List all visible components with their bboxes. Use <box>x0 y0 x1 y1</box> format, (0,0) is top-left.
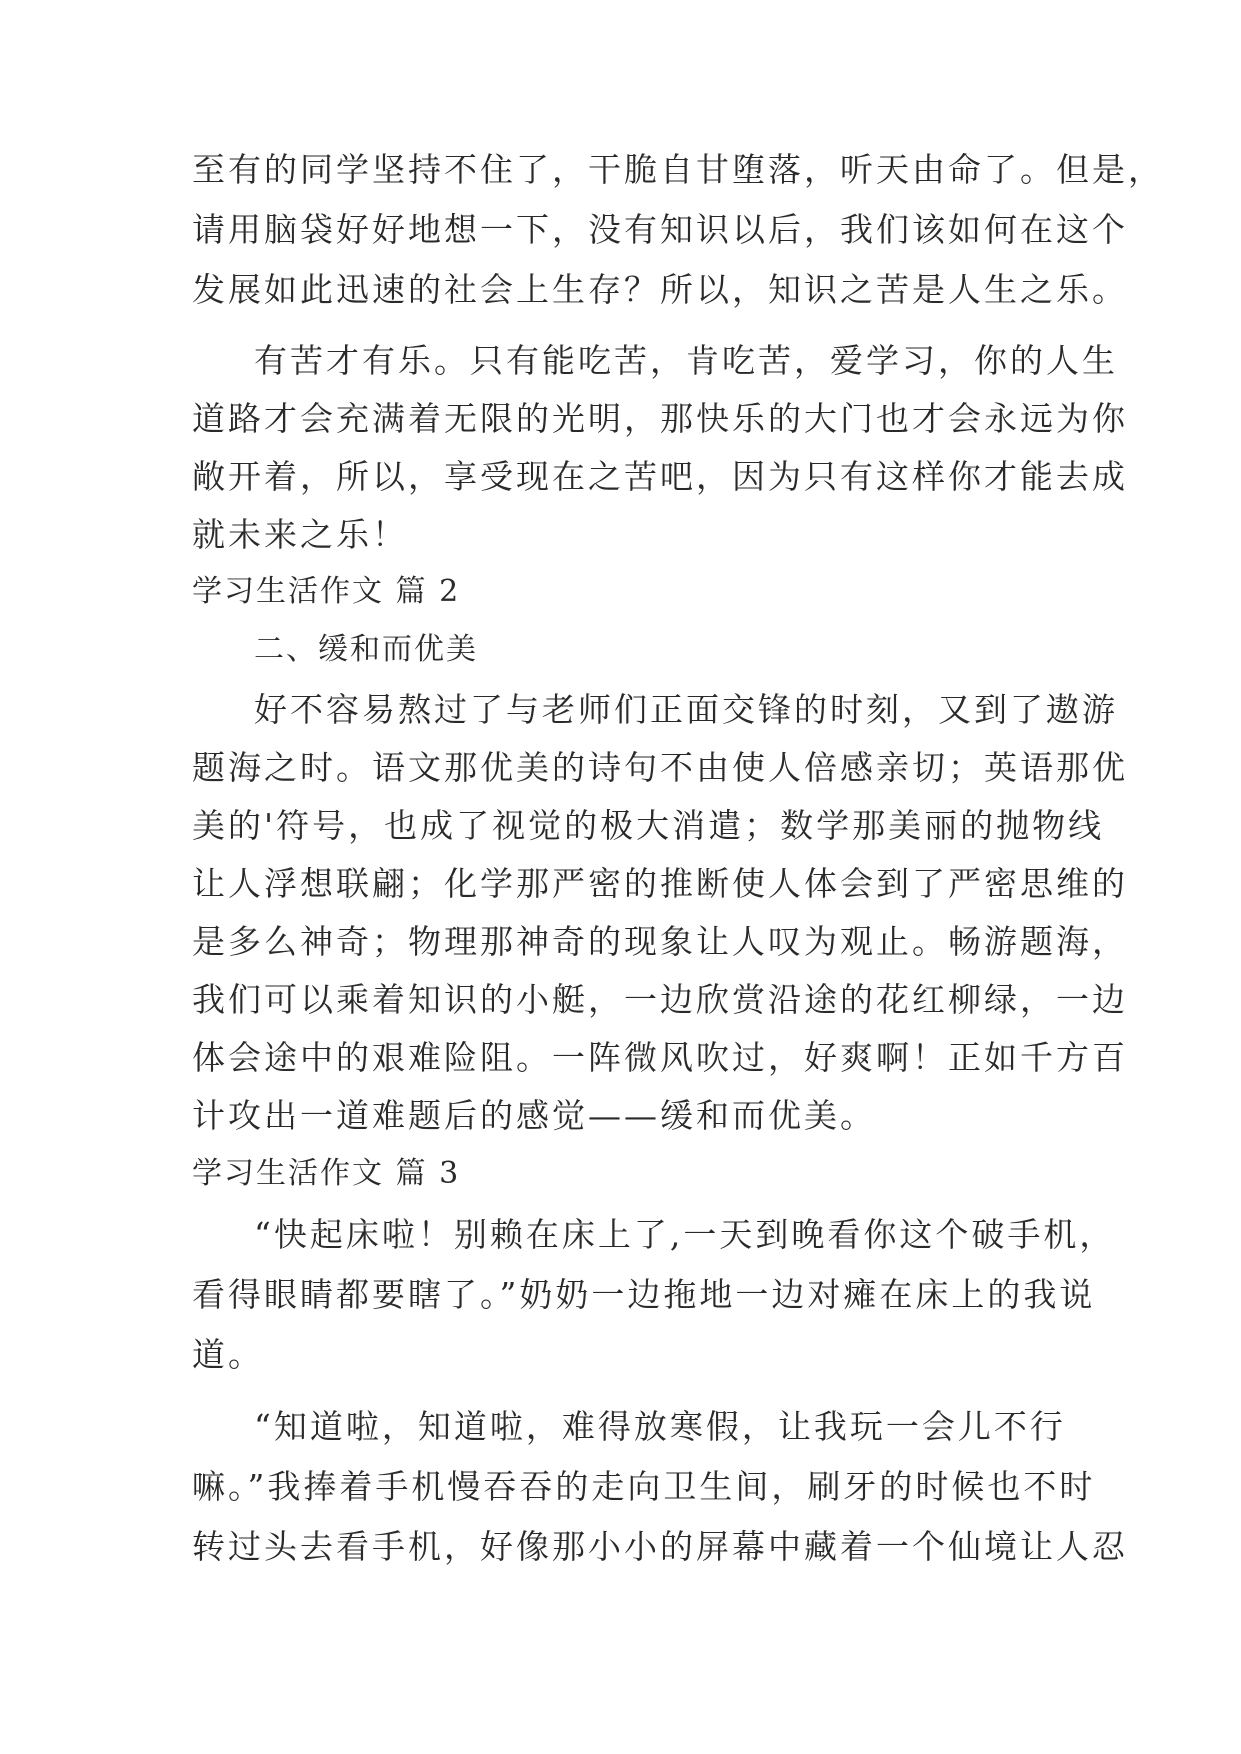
paragraph-1-line-2: 请用脑袋好好地想一下，没有知识以后，我们该如何在这个 <box>192 210 1128 249</box>
paragraph-3-line-8: 计攻出一道难题后的感觉——缓和而优美。 <box>192 1096 876 1135</box>
paragraph-1-line-3: 发展如此迅速的社会上生存？所以，知识之苦是人生之乐。 <box>192 270 1128 309</box>
subheading: 二、缓和而优美 <box>254 632 478 667</box>
paragraph-3-line-4: 让人浮想联翩；化学那严密的推断使人体会到了严密思维的 <box>192 864 1128 903</box>
paragraph-2-line-4: 就未来之乐！ <box>192 515 408 554</box>
paragraph-3-line-1: 好不容易熬过了与老师们正面交锋的时刻，又到了遨游 <box>254 690 1118 729</box>
paragraph-3-line-6: 我们可以乘着知识的小艇，一边欣赏沿途的花红柳绿，一边 <box>192 980 1128 1019</box>
paragraph-3-line-5: 是多么神奇；物理那神奇的现象让人叹为观止。畅游题海， <box>192 922 1128 961</box>
paragraph-1-line-1: 至有的同学坚持不住了，干脆自甘堕落，听天由命了。但是， <box>192 150 1164 189</box>
paragraph-4-line-2: 看得眼睛都要瞎了。”奶奶一边拖地一边对瘫在床上的我说 <box>192 1275 1096 1314</box>
paragraph-3-line-7: 体会途中的艰难险阻。一阵微风吹过，好爽啊！正如千方百 <box>192 1038 1128 1077</box>
paragraph-5-line-1: “知道啦，知道啦，难得放寒假，让我玩一会儿不行 <box>254 1407 1066 1446</box>
paragraph-5-line-3: 转过头去看手机，好像那小小的屏幕中藏着一个仙境让人忍 <box>192 1527 1128 1566</box>
section-heading-2: 学习生活作文 篇 2 <box>192 574 461 609</box>
paragraph-2-line-1: 有苦才有乐。只有能吃苦，肯吃苦，爱学习，你的人生 <box>254 341 1118 380</box>
paragraph-4-line-3: 道。 <box>192 1335 264 1374</box>
paragraph-5-line-2: 嘛。”我捧着手机慢吞吞的走向卫生间，刷牙的时候也不时 <box>192 1467 1096 1506</box>
paragraph-2-line-3: 敞开着，所以，享受现在之苦吧，因为只有这样你才能去成 <box>192 457 1128 496</box>
paragraph-3-line-3: 美的'符号，也成了视觉的极大消遣；数学那美丽的抛物线 <box>192 806 1105 845</box>
paragraph-4-line-1: “快起床啦！别赖在床上了,一天到晚看你这个破手机， <box>254 1215 1116 1254</box>
paragraph-2-line-2: 道路才会充满着无限的光明，那快乐的大门也才会永远为你 <box>192 399 1128 438</box>
section-heading-3: 学习生活作文 篇 3 <box>192 1156 461 1191</box>
paragraph-3-line-2: 题海之时。语文那优美的诗句不由使人倍感亲切；英语那优 <box>192 748 1128 787</box>
